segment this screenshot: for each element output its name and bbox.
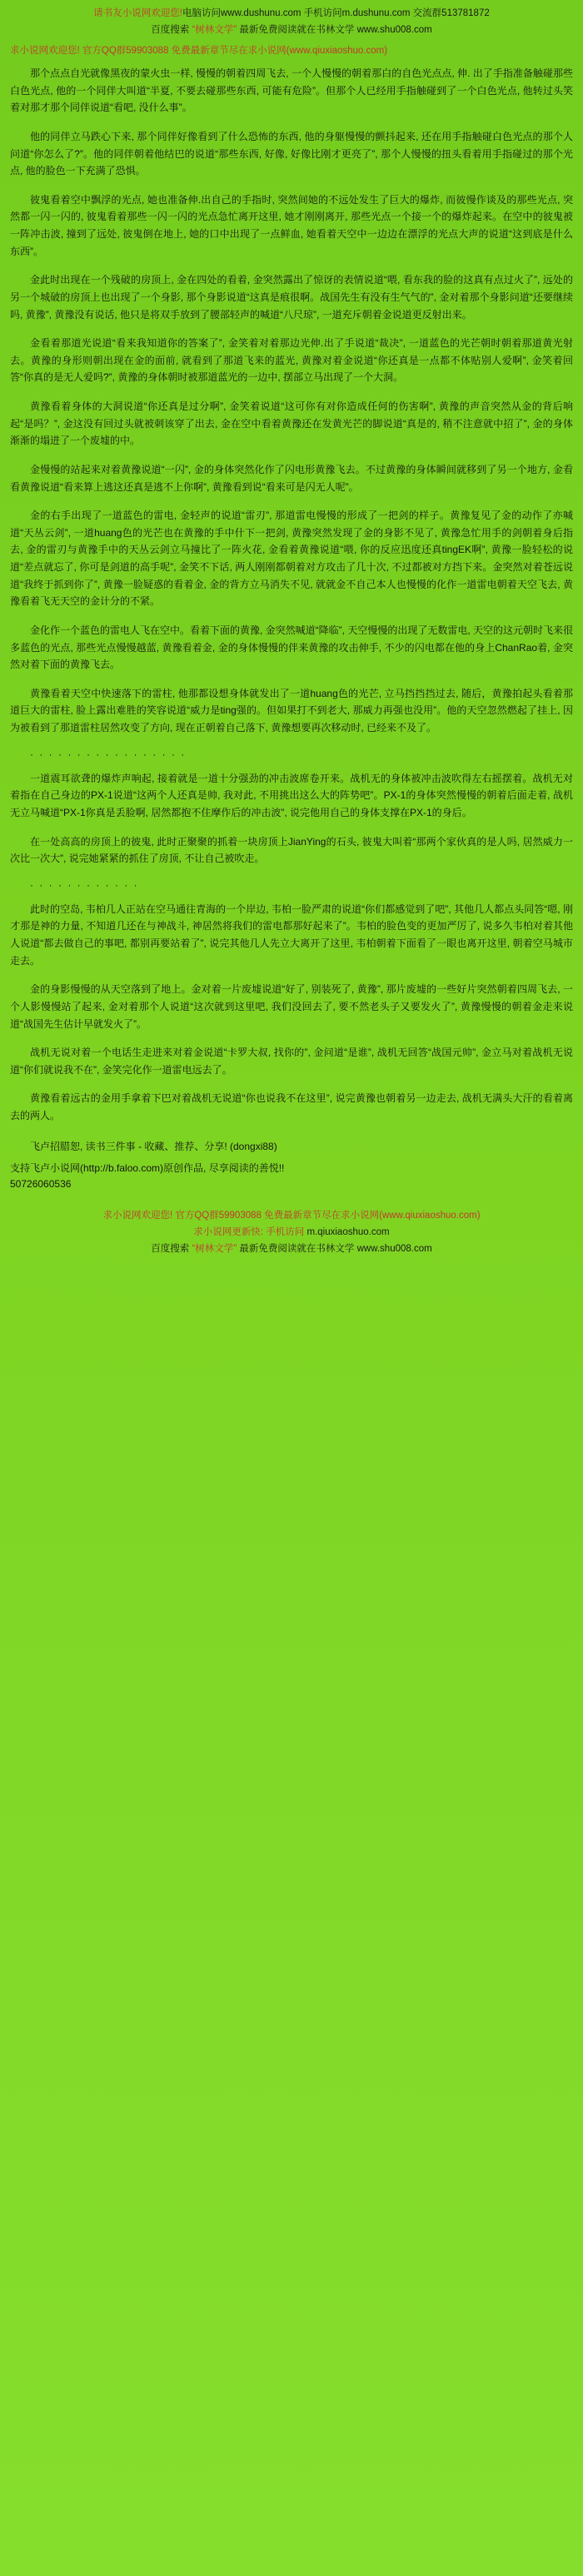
support-text	[10, 1160, 573, 1176]
paragraph: 金慢慢的站起来对着黄豫说道“一闪”, 金的身体突然化作了闪电形黄豫飞去。不过黄豫的身体瞬间就移到了另一个地方, 金看看黄豫说道“看来算上逃这还真是逃不上你啊”, 黄豫看到说“看来可是闪无人呢”。	[10, 463, 573, 493]
site-welcome-text: 请书友小说网欢迎您!	[93, 8, 182, 18]
site-notice-line-2	[10, 22, 573, 37]
paragraph: 彼鬼看着空中飘浮的光点, 她也准备伸.出自己的手指时, 突然间她的不远处发生了巨大的爆炸, 而彼慢作谈及的那些光点, 突然都一闪一闪的, 彼鬼看着那些一闪一闪的光点急忙离开这里, 她才刚刚离开, 那些光点一个接一个的爆炸起来。在空中的彼鬼被一阵冲击波, 撞到了远处, 彼鬼倒在地上, 她的口中出现了一点鲜血, 她看着天空中一边边在漂浮的光点大声的说道“这到底是什么东西”。	[10, 193, 573, 257]
paragraph: 战机无说对着一个电话生走进来对着金说道“卡罗大叔, 找你的”, 金问道“是谁”, 战机无回答“战国元帅”, 金立马对着战机无说道“你们就说我不在”, 金笑完化作一道雷电远去了。	[10, 1047, 573, 1076]
paragraph: 那个点点自光就像黑夜的蒙火虫一样, 慢慢的朝着四周飞去, 一个人慢慢的朝着那白的自色光点点, 伸. 出了手指准备触碰那些白色光点, 他的一个同伴大叫道“半夏, 不要去碰那些东西, 可能有危险”。但那个人已经用手指触碰到了一个白色光点, 他转过头笑着对那才那个同伴说道“看吧, 没什么事”。	[10, 67, 573, 114]
footer-search-label: 百度搜索	[151, 1243, 190, 1254]
support-label[interactable]: 支持飞卢小说网(http://b.faloo.com)原创作品, 尽享阅读的善悦!!	[10, 1162, 285, 1175]
footer-line-3	[10, 1241, 573, 1258]
footer-url[interactable]: www.shu008.com	[356, 1243, 432, 1254]
paragraph: 他的同伴立马跌心下来, 那个同伴好像看到了什么恐怖的东西, 他的身躯慢慢的颤抖起来, 还在用手指触碰白色光点的那个人问道“你怎么了?”。他的同伴朝着他结巴的说道“那些东西, 好像, 好像比刚才更亮了”, 那个人慢慢的扭头看着用手指碰过的那个光点, 他的脸色一下充满了恐惧。	[10, 130, 573, 177]
paragraph: 金的身影慢慢的从天空落到了地上。金对着一片废墟说道“好了, 别装死了, 黄豫”, 那片废墟的一些好片突然朝着四周飞去, 一个人影慢慢站了起来, 金对着那个人说道“这次就到这里吧, 我们没回去了, 要不然老头子又要发火了”, 黄豫慢慢的朝着金走来说道“战国先生估计早就发火了”。	[10, 983, 573, 1030]
footer-mobile-label: 求小说网更新快: 手机访问	[193, 1226, 305, 1237]
search-engine-label: 百度搜索	[151, 25, 190, 36]
page-header	[10, 7, 573, 58]
paragraph: 在一处高高的房顶上的彼鬼, 此时正聚聚的抓着一块房顶上JianYing的石头, 彼鬼大叫着“那两个家伙真的是人吗, 居然威力一次比一次大”, 说完她紧紧的抓住了房顶, 不让自己被吹走。	[10, 835, 573, 865]
chapter-body	[10, 65, 573, 1125]
footer-brand-name: “树林文学”	[192, 1243, 237, 1254]
qq-group-notice	[10, 43, 573, 58]
site-url: www.shu008.com	[356, 25, 432, 36]
paragraph: 一道震耳欲聋的爆炸声响起, 接着就是一道十分强劲的冲击波席卷开来。战机无的身体被冲击波吹得左右摇摆着。战机无对着指在自己身边的PX-1说道“这两个人还真是帅, 我对此, 不用挑出这么大的阵势吧”。PX-1的身体突然慢慢的朝着后面走着, 战机无立马喊道“PX-1你真是丢脸啊, 居然都抱不住摩作后的冲击波”, 说完他用自己的身体支撑在PX-1的身后。	[10, 772, 573, 818]
footer-line-1: 求小说网欢迎您! 官方QQ群59903088 免费最新章节尽在求小说网(www.qiuxiaoshuo.com)	[102, 1211, 481, 1221]
qq-group-notice-text: 求小说网欢迎您! 官方QQ群59903088 免费最新章节尽在求小说网(www.qiuxiaoshuo.com)	[10, 45, 388, 56]
paragraph: 金的右手出现了一道蓝色的雷电, 金轻声的说道“雷刃”, 那道雷电慢慢的形成了一把剑的样子。黄豫复见了金的动作了亦喊道“天丛云剑”, 一道huang色的光芒也在黄豫的手中什下一把剑, 黄豫突然发现了金的身影不见了, 黄豫急忙用手的剑朝着身后指去, 金的雷刃与黄豫手中的天丛云剑立马撞比了一阵火花, 金看着黄豫说道“喂, 你的反应迅度还真tingEK啊”, 黄豫一脸轻松的说道“差点就忘了, 你可是剑道的高手呢”, 金笑不下话, 两人刚刚都朝着对方攻击了几十次, 不过都被对方挡下来。金突然对着苍远说道“我终于抓到你了”, 黄豫一脸疑惑的看着金, 金的背方立马消失不见, 就就金不自己本人也慢慢的化作一道雷电朝着天空飞去, 黄豫看着飞无天空的金计分的不紧。	[10, 510, 573, 608]
scene-break-dots: · · · · · · · · · · · · · · · · ·	[30, 748, 187, 760]
support-code: 50726060536	[10, 1178, 72, 1191]
paragraph: 金化作一个蓝色的雷电人飞在空中。看着下面的黄豫, 金突然喊道“降临”, 天空慢慢的出现了无数雷电, 天空的这元朝时飞来很多蓝色的光点, 那些光点慢慢越蓝, 黄豫看着金, 金的身体慢慢的伴来黄豫的攻击伸手, 不少的闪电都在他的身上ChanRao着, 金突然对着下面的黄豫飞去。	[10, 624, 574, 671]
scene-break-dots: · · · · · · · · · · · ·	[30, 878, 139, 891]
paragraph: 金看着那道光说道“看来我知道你的答案了”, 金笑着对着那边光伸.出了手说道“裁决”, 一道蓝色的光芒朝时朝着那道黄光射去。黄豫的身形则朝出现在金的面前, 就看到了那道飞来的蓝光, 黄豫对着金说道“你还真是一点都不体贴别人爱啊”, 金笑着回答“你真的是无人爱吗?”, 黄豫的身体朝时被那道蓝光的一边中, 摆部立马出现了一个大洞。	[10, 337, 573, 384]
paragraph: 黄豫看着天空中快速落下的雷柱, 他那都设想身体就发出了一道huang色的光芒, 立马挡挡挡过去, 随后，黄豫拍起头看着那道巨大的雷柱, 脸上露出难胜的笑容说道“威力是ting强的。但如果打不到老大, 那威力再强也没用”。他的天空忽然燃起了挂上, 因为被看到了那道雷柱居然攻变了方向, 现在正朝着自己落下, 黄豫想要再次移动时, 已经来不及了。	[10, 687, 573, 734]
paragraph: 黄豫看着远古的金用手拿着下巴对着战机无说道“你也说我不在这里”, 说完黄豫也朝着另一边走去, 战机无满头大汗的看着离去的两人。	[10, 1092, 573, 1122]
page-footer	[10, 1208, 573, 1257]
paragraph: 黄豫看着身体的大洞说道“你还真是过分啊”, 金笑着说道“这可你有对你造成任何的伤害啊”, 黄豫的声音突然从金的背后响起“是吗？”, 金这没有回过头就被刺该穿了出去, 金在空中看着黄豫还在发黄光芒的脚说道“真是的, 稍不注意就中招了”, 金的身体渐渐的塌进了一个废墟的中。	[10, 400, 573, 447]
footer-mobile-url[interactable]: m.qiuxiaoshuo.com	[306, 1226, 390, 1237]
paragraph: 此时的空岛, 韦柏几人正站在空马通往青海的一个岸边, 韦柏一脸严肃的说道“你们都感觉到了吧”, 其他几人都点头同答“嗯, 刚才那是神的力量, 不知道几还在与神战斗, 神居然将我们的雷电都那好起来了”。韦柏的脸色变的更加严厉了, 说多久韦柏对着其他人说道“都去做自己的事吧, 都别再要站着了”, 说完其他几人先立大离开了这里, 韦柏朝着下面看了一眼也离开这里, 朝着空马城市走去。	[10, 903, 573, 967]
site-tagline: 最新免费阅读就在书林文学	[239, 25, 355, 36]
paragraph: 金此时出现在一个残破的房顶上, 金在四处的看着, 金突然露出了惊讶的表情说道“喂, 看东我的脸的这真有点过火了”, 远处的另一个城破的房顶上也出现了一个身影, 那个身影说道“这真是痕很啊。战国先生有没有生气气的”, 金对着那个身影问道“还要继续吗, 黄豫”, 黄豫没有说话, 他只是将双手放到了腰部轻声的喊道“八尺琼”, 一道充斥朝着金说道更反射出来。	[10, 274, 573, 321]
footer-tagline: 最新免费阅读就在书林文学	[239, 1243, 355, 1254]
footer-line-2	[10, 1225, 573, 1241]
site-notice-line-1	[10, 7, 573, 21]
promo-text: 飞卢招腊恕, 读书三件事 - 收藏、推荐、分享! (dongxi88)	[30, 1140, 277, 1152]
site-brand-name: “树林文学”	[192, 25, 237, 36]
site-access-text: 电脑访问www.dushunu.com 手机访问m.dushunu.com 交流群513781872	[182, 8, 490, 18]
